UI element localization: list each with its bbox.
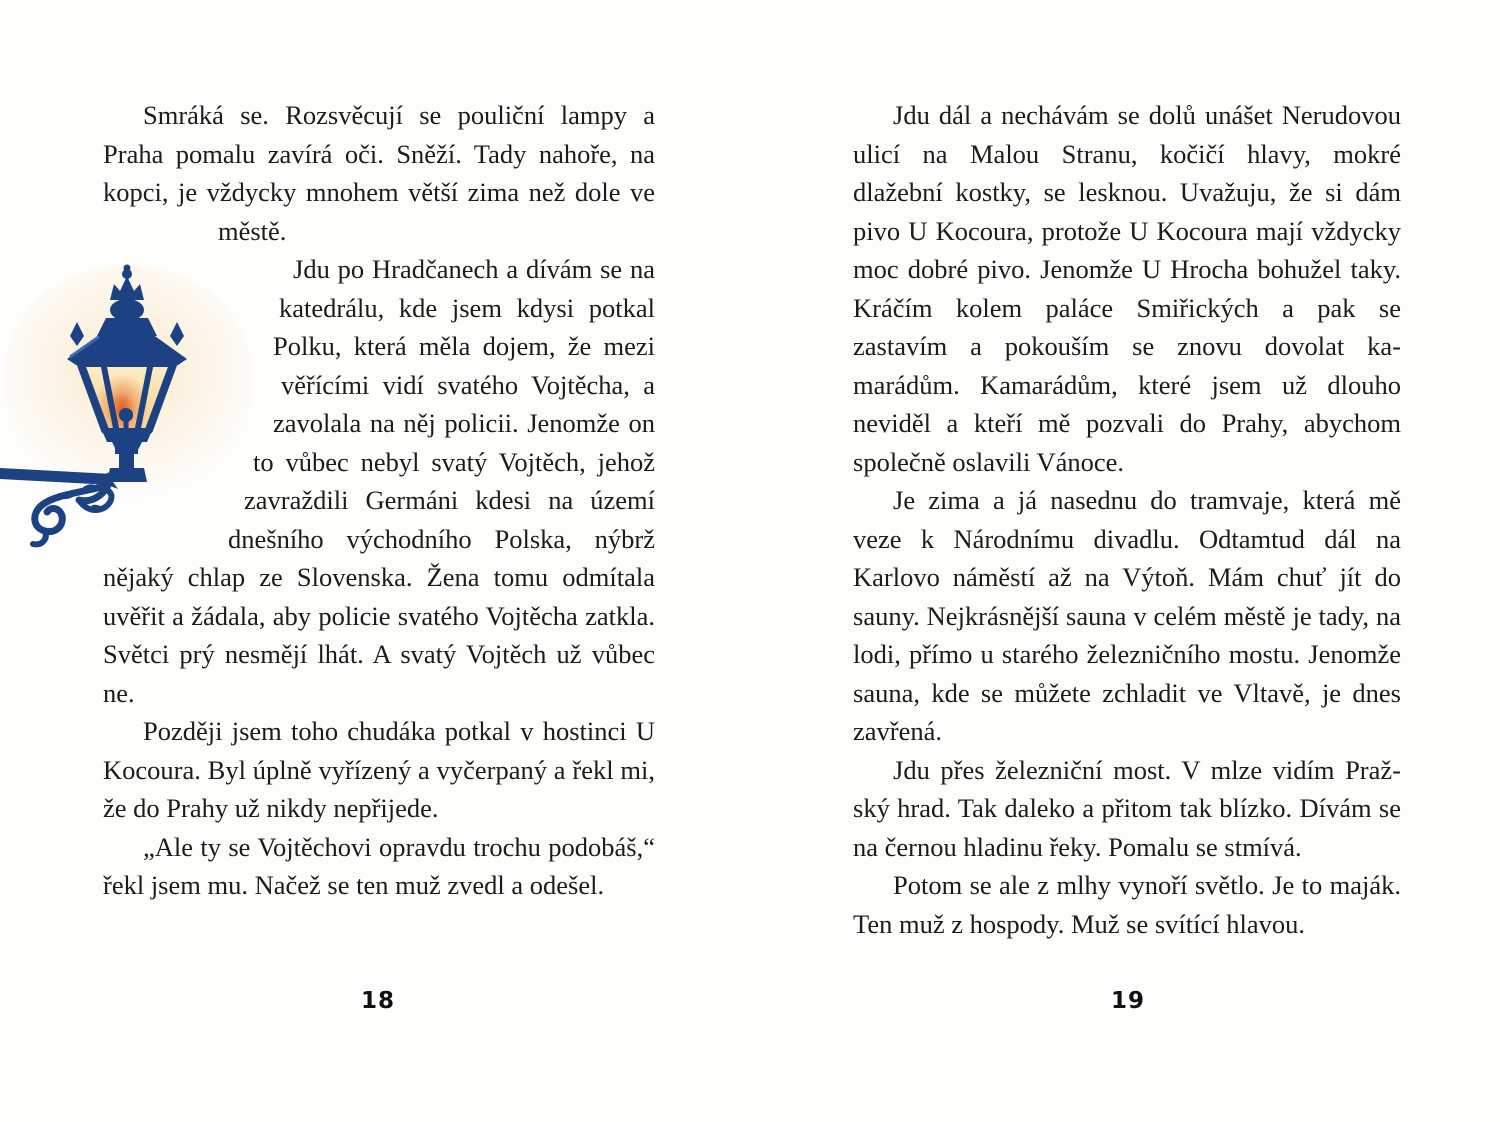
- left-page-text: [103, 96, 655, 905]
- paragraph: Jdu po Hradčanech a dívám se na katedrálu, kde jsem kdysi potkal Polku, která měla dojem, že mezi věřícími vidí svatého Vojtěcha, a zavolala na něj policii. Jenomže on to vůbec nebyl svatý Vojtěch, jehož zavraždili Germáni kdesi na území dnešního východního Polska, nýbrž nějaký chlap ze Slovenska. Žena tomu odmítala uvěřit a žádala, aby policie svatého Vojtěcha zatkla. Světci prý nesmějí lhát. A svatý Vojtěch už vůbec ne.: [103, 254, 655, 708]
- paragraph: Smráká se. Rozsvěcují se pouliční lampy a Praha pomalu zavírá oči. Sněží. Tady nahoře, na kopci, je vždycky mnohem větší zima než dole ve městě.: [103, 100, 655, 246]
- text-wrap-spacer: [103, 443, 253, 482]
- text-wrap-spacer: [103, 520, 228, 559]
- paragraph: „Ale ty se Vojtěchovi opravdu trochu podobáš,“ řekl jsem mu. Načež se ten muž zvedl a odešel.: [103, 831, 655, 900]
- paragraph: Jdu dál a nechávám se dolů unášet Nerudovou ulicí na Malou Stranu, kočičí hlavy, mokré dlažební kostky, se lesknou. Uvažuju, že si dám pivo U Kocoura, protože U Kocoura mají vždycky moc dobré pivo. Jenomže U Hrocha bohužel taky. Kráčím kolem paláce Smiřických a pak se zastavím a pokouším se znovu dovolat kamarádům. Kamarádům, které jsem už dlouho neviděl a kteří mě pozvali do Prahy, abychom společně oslavili Vánoce.: [853, 100, 1401, 477]
- paragraph: Později jsem toho chudáka potkal v hostinci U Kocoura. Byl úplně vyřízený a vyčerpaný a řekl mi, že do Prahy už nikdy nepřijede.: [103, 716, 655, 823]
- paragraph: Potom se ale z mlhy vynoří světlo. Je to maják. Ten muž z hospody. Muž se svítící hlavou.: [853, 870, 1401, 939]
- right-page-text: [853, 96, 1401, 943]
- text-wrap-spacer: [103, 366, 281, 405]
- paragraph: Je zima a já nasednu do tramvaje, která mě veze k Národnímu divadlu. Odtamtud dál na Karlovo náměstí až na Výtoň. Mám chuť jít do sauny. Nejkrásnější sauna v celém městě je tady, na lodi, přímo u starého železničního mostu. Jenomže sauna, kde se můžete zchladit ve Vltavě, je dnes zavřená.: [853, 485, 1401, 746]
- text-wrap-spacer: [103, 250, 253, 289]
- paragraph: Jdu přes železniční most. V mlze vidím Pražský hrad. Tak daleko a přitom tak blízko. Dívám se na černou hladinu řeky. Pomalu se stmívá.: [853, 754, 1401, 862]
- text-wrap-spacer: [103, 327, 273, 366]
- page-number-left: 18: [360, 988, 395, 1014]
- text-wrap-spacer: [103, 481, 244, 520]
- page-number-right: 19: [1110, 988, 1145, 1014]
- text-wrap-spacer: [103, 212, 218, 251]
- text-wrap-spacer: [103, 289, 279, 328]
- text-wrap-spacer: [103, 404, 273, 443]
